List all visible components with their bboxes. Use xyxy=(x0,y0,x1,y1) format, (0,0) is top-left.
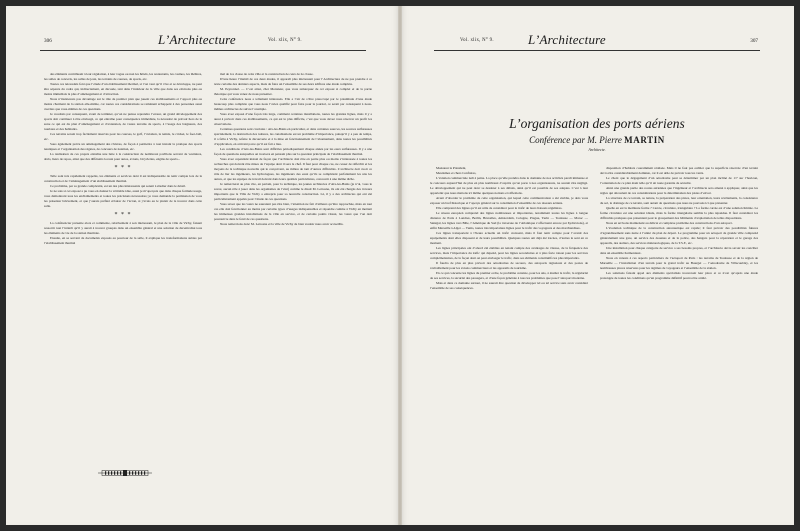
paragraph: L’évolution technique de la construction aéronautique est rapide; il faut prévoir des possibilités futures d’agrandissement sans nuire à l’unité du plan de départ. Le programme pour un aéroport de grande ville comprend généralement une gare, un service des douanes et de la police, des hangars pour la réparation et le garage des appareils, des ateliers, des services météorologiques, de la T.S.F., etc. xyxy=(600,226,758,245)
author-name: MARTIN xyxy=(624,135,665,145)
paragraph: Ce problème, par sa grande complexité, est un des plus intéressants qui soient à étudier dans le détail. xyxy=(50,184,186,188)
header-rule xyxy=(434,50,760,51)
volume-label: Vol. xlix, N° 9. xyxy=(268,38,302,43)
paragraph: Je voudrais par conséquent, avant de terminer, qu’on ne puisse reprendre l’erreur, un grand développement des sports doit continuer à être envisagé, ce qui entraîne pour conséquence immédiate, la nécessité de prévoir hors de la zone ce qui est du plan d’aménagement et d’extension, de vastes terrains de sports, à l’usage des baigneurs, des touristes et des habitants. xyxy=(44,112,202,131)
paragraph: Certaines questions sont cruciales : Aix-les-Bains en particulier, et dans certaines sources, les sources sulfureuses spécialement, la destruction des toitures, les canalisations est un problème d’importance, puisqu’il y a peu de temps, il a fallu à Vichy, refaire la découverte et à la mise en fonctionnement de l’abonnement, dans toutes les possibilités d’application, en arrivant parce qu’il est fait a lieu. xyxy=(214,127,372,146)
header-rule xyxy=(40,50,366,51)
paragraph: Vous avez cependant insisté de façon que l’architecte doit être en partie plus ou moins s’intéressée à toutes les recherches qui doivent être mises de l’équipe dont il sera le chef. Il faut pour chaque cas, ne cesser de réfléchir et les moyens de la technique nouvelle qui le conçoivent, au milieu de tant d’autres difficultés. L’architecte doit avoir ce rôle de lier les ingénieurs, les hydrologues, les ingénieurs des eaux qu’ils se complètent parfaitement les uns les autres, et que les équipes de travail doivent dans leurs qualités particulières, concourir à une même tâche. xyxy=(214,157,372,181)
paragraph: mal de 1re classe de cette ville et la construction de ceux de 2e classe. xyxy=(220,72,314,76)
section-separator: * * * xyxy=(114,212,132,218)
paragraph: Nous n’insisterons pas davantage sur le rôle de premier plan que jouent ces établissements et l’apport plus ou moins charmant de la station elle-même, car toutes ces considérations se ramènent échappent à des personnes aussi averties que vous-mêmes de ces questions. xyxy=(44,97,202,111)
paragraph: Je remercierai au plus vite, en partant, pour la technique, les jeunes architectes d’Aix-les-Bains (je n’ai, vous le savez, aucun rôle à jouer dans les organismes de l’état) comme le disait M. Letrosne, ils ont été chargés des travaux importants que la Ville de Vichy a entrepris pour sa nouvelle construction. Là, il y a des architectes qui ont été particulièrement appelés pour l’étude de ces questions. xyxy=(214,182,372,201)
paragraph: Ces terrains seront trop facilement réservés pour les courses, le golf, l’aviation, le tennis, le cricket, le foot-ball, etc. xyxy=(44,132,202,141)
article-author xyxy=(400,135,794,145)
paragraph: En ce qui concerne les lignes du premier ordre, le problème consiste, pour les uns, à étudier le trafic, la régularité de ses services, la sécurité des passagers, et d’une façon générale à tous les problèmes que pose l’aéroport moderne. xyxy=(430,271,588,280)
paragraph: Il faudra de plus en plus prévoir des aérodromes de secours, des aéroports régionaux et des postes de ravitaillement pour les avions commerciaux et les appareils de tourisme. xyxy=(430,261,588,270)
salutation: Monsieur le Président, xyxy=(436,166,467,170)
paragraph: La structure de ce terrain, sa nature, la préparation des pistes, leur orientation, leurs revêtements, la consistance du sol, le drainage de ce terrain, sont autant de questions que nous ne pouvons ici que présenter. xyxy=(600,196,758,205)
paragraph: Les lignes principales ont d’abord été établies en tenant compte des avantages de vitesse, de la fréquence des services, mais l’importance du trafic qui dépend, pour les lignes secondaires et à plus forte raison pour les services complémentaires, de la façon dont on peut envisager le trafic, dans ses éléments constitutifs les plus importants. xyxy=(430,246,588,260)
paragraph: Nous remercions donc M. Letrosne et la ville de Vichy de bien vouloir nous avoir accueillis. xyxy=(220,222,344,226)
author-role: Architecte. xyxy=(588,147,606,152)
right-column-1 xyxy=(430,166,588,485)
left-column-1 xyxy=(44,72,202,485)
paragraph: La conférencier présente alors et commente, relativement à son intéressant, le plan de la ville de Vichy, faisant ressortir tout l’intérêt qu’il y aurait à trouver groupés dans un ensemble général et une solution de décentralisé tous les éléments de vie de la station thermale. xyxy=(44,221,202,235)
paragraph: D’une heure l’intérêt de ces deux études, il apparaît plus intéressant pour l’Architecture de ne pas prendre à ce texte certains des derniers aspects, mais de faire un l’ensemble de ses deux édifices une étude complète. xyxy=(214,77,372,86)
left-page-header xyxy=(6,34,400,48)
paragraph: L’aviation commerciale naît à peine. La place qu’elle prendra dans le domaine de nos activités paraît immense et le concours aujourd’hui de plus en plus nombreux d’esprits qu’on porte à nos organisateurs, ne saurait être négligé. Le développement qui ne peut donc se dessiner à ses débuts, ainsi qu’il est possible de ses adeptes. C’est à leur appartenir que nous mettons ici même quelques notions et réflexions. xyxy=(430,176,588,195)
paragraph: Vous avez exposé d’une façon très large, comment certaines installations, toutes les grandes lignes, mais il y a aussi à prévoir dans ces établissements, ce qui est le plus difficile, c’est que vous devez vous réserver un profit les observations. xyxy=(214,112,372,126)
running-title: L’Architecture xyxy=(528,32,606,47)
section-separator: * * * xyxy=(114,165,132,171)
paragraph: Le choix que le dégagement d’un aérodrome peut se déterminer par un plan incliné de 1/7 sur l’horizon, l’orientation de ce plan étant telle qu’il ait toute garantie de sécurité. xyxy=(600,176,758,185)
paragraph: Mais et dans ce domaine surtout, il ne saurait être question de développer tel ou tel service sans avoir considéré l’ensemble de ses conséquences. xyxy=(430,281,588,290)
right-page-header xyxy=(400,34,794,48)
paragraph: Toutes ces nécessités font que l’étude d’un établissement thermal, si l’on veut qu’il vive et se développe, ne peut être séparée du cadre qui, indirectement, en découle, tant dans l’intérieur de la ville que dans ses environs plus ou moins immédiats la plus d’aménagement et d’attraction. xyxy=(44,82,202,96)
paragraph: Nous en arrivons maintenant au délicat et complexe problème des constructions d’un aéroport. xyxy=(606,221,733,225)
paragraph: Les solutions faisant appel aux éléments spécialisés trouveront leur place et ce n’est qu’après une étude prolongée de toutes les conditions qu’un programme définitif pourra être arrêté. xyxy=(600,271,758,280)
paragraph: Une installation pour chaque catégorie de service a ses besoins propres, et l’architecte devra savoir les concilier dans un ensemble harmonieux. xyxy=(600,246,758,255)
book-gutter xyxy=(398,6,402,525)
paragraph: Les conditions d’Aix-les-Bains sont difficiles périodiquement chaque année par les eaux sulfureuses. Il y a une façon de questions auxquelles on trouvera en pensant plus sur la question principale de l’établissement thermal. xyxy=(214,147,372,156)
volume-label: Vol. xlix, N° 9. xyxy=(460,38,494,43)
paragraph: Le réseau européen comprend des lignes nombreuses et importantes, notamment toutes les lignes à longue distance de Paris à Londres, Berlin, Bruxelles, Amsterdam, Cologne, Prague, Turin — Toulouse — Maroc — Sénégal, les lignes vers Bâle, l’Amérique du Sud (la traversée de l’Atlantique s’effectuant encore par hydravions), et enfin Marseille à Alger — Tunis, toutes très importantes lignes pour le trafic des voyageurs et des marchandises. xyxy=(430,211,588,230)
page-number: 306 xyxy=(44,38,52,44)
salutation: Mesdames et chers Confrères, xyxy=(436,171,477,175)
paragraph: Ces lignes transportent à l’heure actuelle un trafic croissant, mais il faut tenir compte pour l’avenir des équipements dont elles disposent et de leurs possibilités. Quelques routes ont déjà été tracées, d’autres le sont en ce moment. xyxy=(430,231,588,245)
paragraph: Sous également prévu un aménagement des rivières, de façon à permettre à tout instant la pratique des sports nautiques et l’organisation des régates, de concours de natation, etc. xyxy=(44,142,202,151)
paragraph: La réalisation de ces projets entraîne une lutte à la construction de nombreux pavillons servant de vestiaires, abris, lieux de repos, ainsi que des différents locaux pour autos, avions, bicyclettes, engins de sports... xyxy=(44,152,202,161)
right-columns xyxy=(430,166,758,485)
book-spread xyxy=(6,6,794,525)
left-page xyxy=(6,6,400,525)
paragraph: Elle comprend des lignes qu’il est utile de considérer pour le trafic de leurs liaisons régulières. xyxy=(436,206,563,210)
paragraph: Avant d’aborder le problème de cette organisation, qui lequel cette communication a été établie, je dois vous exposer un bref historique et l’aperçu général sur la constitution d’ensemble de ces réseaux aériens. xyxy=(430,196,588,205)
right-page xyxy=(400,6,794,525)
paragraph: des éléments contribuant à leur régulation, à leur vogue ou non les hôtels, les restaurants, les casinos, les théâtres, les salles de concerts, les salles de jeux, les terrains de courses, de sports, etc. xyxy=(44,72,202,81)
paragraph: Quelle en est la meilleure forme ? Carrée, circulaire, triangulaire ? La forme carrée est d’une solution limitée. La forme circulaire est une solution idéale, mais la forme triangulaire semble la plus répandue. Il faut considérer les difficultés pratiques que présentent pour le groupement des bâtiments d’exploitation de telles dispositions. xyxy=(600,206,758,220)
page-number: 307 xyxy=(750,38,758,44)
paragraph: Nous en venons à ces aspects particuliers de l’aéroport de Paris : les terrains de Toulouse et de la région de Marseille — l’installation d’un terrain pour le grand trafic au Bourget — l’aérodrome de Villacoublay, et les nombreuses places réservées pour les régimes de voyageurs et l’ensemble de la station. xyxy=(600,256,758,270)
paragraph: Ainsi une grande partie des routes aériennes que l’ingénieur et l’architecte sera amené à appliquer, ainsi que les règles qui découlent de ces considérations pour la détermination des pistes d’envol. xyxy=(600,186,758,195)
right-column-2 xyxy=(600,166,758,485)
author-prefix: Conférence par M. Pierre xyxy=(529,135,622,145)
paragraph: Cette conférence nous a tellement intéressés. Elle a l’air de s’être préoccupé par le préambule d’une étude beaucoup plus complète que vous nous l’aviez qualifié pour faire pour le journal, ce serait par conséquent à nous-mêmes architectes de suivre l’exemple. xyxy=(214,97,372,111)
running-title: L’Architecture xyxy=(158,32,236,47)
left-column-2 xyxy=(214,72,372,485)
paragraph: disposition d’habitats couramment réalisée. Mais il ne faut pas oublier que la superficie réservée d’un terrain devra être considérablement dominée, car il est utile de prévoir tous les vents. xyxy=(600,166,758,175)
decorative-ornament-icon xyxy=(98,468,152,478)
paragraph: Je ne sais si cet exposé a pu vous en donner la véritable idée, aussi je m’aperçois que dans chaque formule usage, vous démontrent tous les enchaînements et toutes les précisions nécessaires; je vous demande la permission de vous les présenter brièvement, et que j’aurais préféré éclairer de l’écran, si j’avais eu le plaisir de le trouver dans cette salle. xyxy=(44,189,202,208)
left-columns xyxy=(44,72,372,485)
paragraph: Ensuite, en se servant de documents exposés au pourtour de la salle, il explique les transformations subies par l’établissement thermal xyxy=(44,236,202,245)
article-title: L’organisation des ports aériens xyxy=(509,116,685,131)
paragraph: M. Peyronnel. — C’est ainsi, cher Monsieur, que vous remarquez de cet exposé si complet et de la partie théorique qui vous venez de nous présenter. xyxy=(214,87,372,96)
paragraph: Telle sont très rapidement rappelés, les éléments et services dont il est indispensable de tenir compte lors de la construction et de l’aménagement d’un établissement thermal. xyxy=(44,174,202,183)
paragraph: Vous savez que les vœux ne sauraient pas être bien, l’attention ne fait d’ailleurs qu’être rapprochée, mais en tout cas elle doit fonctionner au moins par certains types d’usages indispensables et répondre comme à Vichy en mettant les immenses grandes installations de la ville en service, et de certains points vitaux, les vœux que l’on doit poursuivre dans le fond de ces questions. xyxy=(214,202,372,221)
